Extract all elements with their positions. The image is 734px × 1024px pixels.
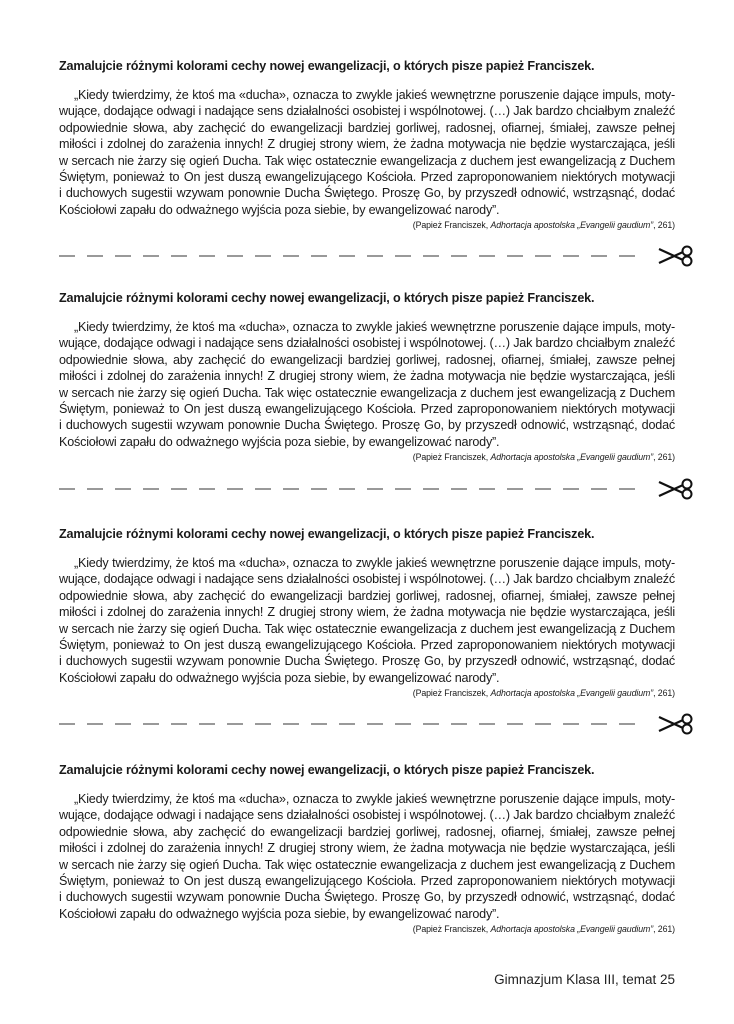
exercise-block	[59, 290, 675, 463]
scissors-icon	[659, 247, 692, 266]
quote-line: Świętym, ponieważ to On jest duszą ewangelizującego Kościoła. Przed zaproponowaniem niektórych motywacji	[59, 402, 675, 417]
quote-line: „Kiedy twierdzimy, że ktoś ma «ducha», oznacza to zwykle jakieś wewnętrzne poruszenie dające impuls, moty-	[74, 320, 675, 334]
quote-line: odpowiednie słowa, aby zachęcić do ewangelizacji bardziej gorliwej, radosnej, ofiarnej, śmiałej, zawsze pełnej	[59, 120, 675, 135]
quote-line: „Kiedy twierdzimy, że ktoś ma «ducha», oznacza to zwykle jakieś wewnętrzne poruszenie dające impuls, moty-	[74, 556, 675, 570]
scissors-icon	[659, 715, 692, 734]
quote-line: w sercach nie żarzy się ogień Ducha. Tak więc ostatecznie ewangelizacja z duchem jest ewangelizacją z Duchem	[59, 385, 675, 400]
quote-line: Kościołowi zapału do odważnego wyjścia poza siebie, by ewangelizować narody”.	[59, 202, 500, 217]
source-citation: (Papież Franciszek, Adhortacja apostolska „Evangelii gaudium”, 261)	[412, 220, 675, 231]
cut-line	[59, 245, 695, 267]
quote-line: i duchowych sugestii wzywam ponownie Ducha Świętego. Proszę Go, by przyszedł odnowić, wstrząsnąć, dodać	[59, 890, 675, 905]
quote-text	[59, 555, 675, 686]
instruction-text: Zamalujcie różnymi kolorami cechy nowej ewangelizacji, o których pisze papież Franciszek.	[59, 59, 595, 73]
instruction-text: Zamalujcie różnymi kolorami cechy nowej ewangelizacji, o których pisze papież Franciszek.	[59, 763, 595, 777]
quote-line: w sercach nie żarzy się ogień Ducha. Tak więc ostatecznie ewangelizacja z duchem jest ewangelizacją z Duchem	[59, 857, 675, 872]
quote-line: Świętym, ponieważ to On jest duszą ewangelizującego Kościoła. Przed zaproponowaniem niektórych motywacji	[59, 874, 675, 889]
quote-line: „Kiedy twierdzimy, że ktoś ma «ducha», oznacza to zwykle jakieś wewnętrzne poruszenie dające impuls, moty-	[74, 792, 675, 806]
quote-line: wujące, dodające odwagi i nadające sens działalności osobistej i wspólnotowej. (…) Jak bardzo chciałbym znaleźć	[59, 336, 675, 351]
cut-line	[59, 478, 695, 500]
quote-line: Świętym, ponieważ to On jest duszą ewangelizującego Kościoła. Przed zaproponowaniem niektórych motywacji	[59, 170, 675, 185]
quote-text	[59, 791, 675, 922]
quote-line: Kościołowi zapału do odważnego wyjścia poza siebie, by ewangelizować narody”.	[59, 670, 500, 685]
cut-line	[59, 713, 695, 735]
quote-text	[59, 319, 675, 450]
quote-line: wujące, dodające odwagi i nadające sens działalności osobistej i wspólnotowej. (…) Jak bardzo chciałbym znaleźć	[59, 572, 675, 587]
quote-line: miłości i zdolnej do zarażenia innych! Z drugiej strony wiem, że żadna motywacja nie będzie wystarczająca, jeśli	[59, 369, 675, 384]
quote-line: w sercach nie żarzy się ogień Ducha. Tak więc ostatecznie ewangelizacja z duchem jest ewangelizacją z Duchem	[59, 153, 675, 168]
instruction-text: Zamalujcie różnymi kolorami cechy nowej ewangelizacji, o których pisze papież Franciszek.	[59, 527, 595, 541]
quote-line: i duchowych sugestii wzywam ponownie Ducha Świętego. Proszę Go, by przyszedł odnowić, wstrząsnąć, dodać	[59, 654, 675, 669]
quote-line: i duchowych sugestii wzywam ponownie Ducha Świętego. Proszę Go, by przyszedł odnowić, wstrząsnąć, dodać	[59, 186, 675, 201]
quote-line: wujące, dodające odwagi i nadające sens działalności osobistej i wspólnotowej. (…) Jak bardzo chciałbym znaleźć	[59, 104, 675, 119]
quote-line: wujące, dodające odwagi i nadające sens działalności osobistej i wspólnotowej. (…) Jak bardzo chciałbym znaleźć	[59, 808, 675, 823]
quote-line: Kościołowi zapału do odważnego wyjścia poza siebie, by ewangelizować narody”.	[59, 434, 500, 449]
quote-line: w sercach nie żarzy się ogień Ducha. Tak więc ostatecznie ewangelizacja z duchem jest ewangelizacją z Duchem	[59, 621, 675, 636]
quote-text	[59, 87, 675, 218]
quote-line: odpowiednie słowa, aby zachęcić do ewangelizacji bardziej gorliwej, radosnej, ofiarnej, śmiałej, zawsze pełnej	[59, 352, 675, 367]
exercise-block	[59, 58, 675, 231]
exercise-block	[59, 526, 675, 699]
quote-line: Świętym, ponieważ to On jest duszą ewangelizującego Kościoła. Przed zaproponowaniem niektórych motywacji	[59, 638, 675, 653]
quote-line: miłości i zdolnej do zarażenia innych! Z drugiej strony wiem, że żadna motywacja nie będzie wystarczająca, jeśli	[59, 137, 675, 152]
quote-line: odpowiednie słowa, aby zachęcić do ewangelizacji bardziej gorliwej, radosnej, ofiarnej, śmiałej, zawsze pełnej	[59, 588, 675, 603]
quote-line: miłości i zdolnej do zarażenia innych! Z drugiej strony wiem, że żadna motywacja nie będzie wystarczająca, jeśli	[59, 605, 675, 620]
source-citation: (Papież Franciszek, Adhortacja apostolska „Evangelii gaudium”, 261)	[412, 924, 675, 935]
exercise-block	[59, 762, 675, 935]
quote-line: miłości i zdolnej do zarażenia innych! Z drugiej strony wiem, że żadna motywacja nie będzie wystarczająca, jeśli	[59, 841, 675, 856]
page-footer: Gimnazjum Klasa III, temat 25	[494, 972, 675, 987]
scissors-icon	[659, 480, 692, 499]
quote-line: odpowiednie słowa, aby zachęcić do ewangelizacji bardziej gorliwej, radosnej, ofiarnej, śmiałej, zawsze pełnej	[59, 824, 675, 839]
source-citation: (Papież Franciszek, Adhortacja apostolska „Evangelii gaudium”, 261)	[412, 452, 675, 463]
quote-line: i duchowych sugestii wzywam ponownie Ducha Świętego. Proszę Go, by przyszedł odnowić, wstrząsnąć, dodać	[59, 418, 675, 433]
instruction-text: Zamalujcie różnymi kolorami cechy nowej ewangelizacji, o których pisze papież Franciszek.	[59, 291, 595, 305]
quote-line: Kościołowi zapału do odważnego wyjścia poza siebie, by ewangelizować narody”.	[59, 906, 500, 921]
quote-line: „Kiedy twierdzimy, że ktoś ma «ducha», oznacza to zwykle jakieś wewnętrzne poruszenie dające impuls, moty-	[74, 88, 675, 102]
source-citation: (Papież Franciszek, Adhortacja apostolska „Evangelii gaudium”, 261)	[412, 688, 675, 699]
